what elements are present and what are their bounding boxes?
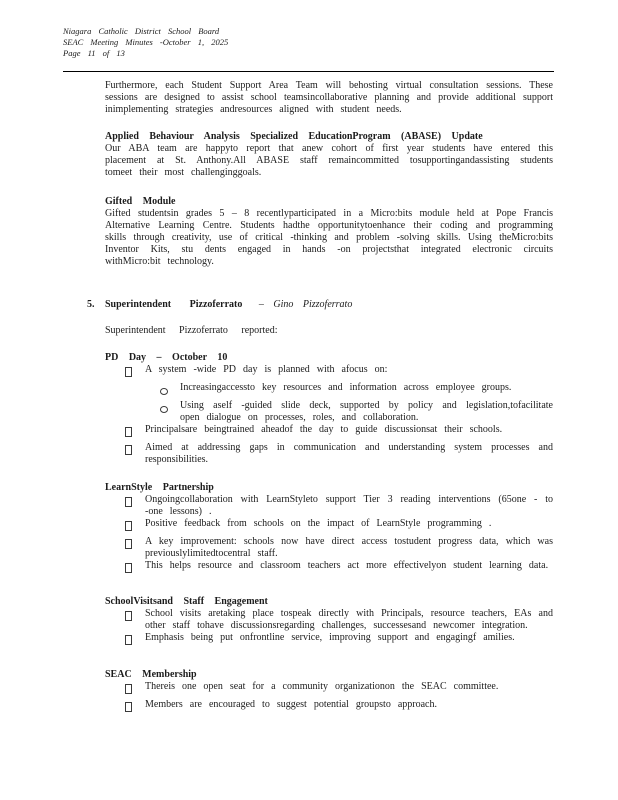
bullet-text: This helps resource and classroom teachers act more effectivelyon student learning data. — [145, 560, 549, 571]
list-subitem — [160, 400, 553, 424]
document-content — [87, 80, 553, 717]
bullet-text: A key improvement: schools now have direct access tostudent progress data, which was previouslylimitedtocentral staff. — [145, 536, 553, 559]
aba-body: Our ABA team are happyto report that anew cohort of first year students have entered this placement at St. Anthony.All ABASE staff remaincommitted tosupportingandassisting students tomeet their most challenginggoals. — [105, 143, 553, 178]
agenda-item-attribution: – Gino Pizzoferrato — [258, 299, 353, 310]
agenda-item-title: Superintendent Pizzoferrato — [105, 299, 243, 310]
bullet-text: Principalsare beingtrained aheadof the day to guide discussionsat their schools. — [145, 424, 503, 435]
page-header — [63, 26, 554, 59]
seac-membership-heading: SEAC Membership — [105, 669, 197, 680]
list-item — [125, 608, 553, 632]
circle-bullet-icon — [160, 406, 168, 413]
list-item — [125, 681, 553, 699]
intro-paragraph: Furthermore, each Student Support Area Team will behosting virtual consultation sessions. These sessions are designed to assist school teamsincollaborative planning and provide additional support inimplementing strategies andresources aligned with student needs. — [105, 80, 553, 115]
bullet-text: A system -wide PD day is planned with afocus on: — [145, 364, 388, 375]
list-item — [125, 364, 553, 382]
bullet-text: Positive feedback from schools on the impact of LearnStyle programming . — [145, 518, 492, 529]
square-bullet-icon — [125, 684, 132, 694]
square-bullet-icon — [125, 445, 132, 455]
agenda-item-number: 5. — [87, 299, 95, 310]
gifted-body: Gifted studentsin grades 5 – 8 recentlyparticipated in a Micro:bits module held at Pope Francis Alternative Learning Centre. Students hadthe opportunitytoenhance their coding and programming skills through creativity, use of critical -thinking and problem -solving skills. Using theMicro:bits Inventor Kits, stu dents engaged in hands -on projectsthat integrated electronic circuits withMicro:bit technology. — [105, 208, 553, 267]
list-item — [125, 699, 553, 717]
pd-day-heading: PD Day – October 10 — [105, 352, 228, 363]
header-minutes-title: SEAC Meeting Minutes -October 1, 2025 — [63, 37, 229, 47]
section-aba-update — [105, 131, 553, 179]
aba-heading: Applied Behaviour Analysis Specialized EducationProgram (ABASE) Update — [105, 131, 483, 142]
square-bullet-icon — [125, 563, 132, 573]
bullet-text: Thereis one open seat for a community organizationon the SEAC committee. — [145, 681, 499, 692]
square-bullet-icon — [125, 635, 132, 645]
square-bullet-icon — [125, 497, 132, 507]
square-bullet-icon — [125, 521, 132, 531]
list-item — [125, 536, 553, 560]
header-page-number: Page 11 of 13 — [63, 48, 125, 58]
list-item — [125, 560, 553, 578]
list-item — [125, 518, 553, 536]
list-item — [125, 424, 553, 442]
learnstyle-heading: LearnStyle Partnership — [105, 482, 214, 493]
bullet-text: Aimed at addressing gaps in communication and understanding system processes and responsibilities. — [145, 442, 553, 465]
section-pd-day — [105, 352, 553, 466]
header-divider — [63, 71, 554, 72]
square-bullet-icon — [125, 539, 132, 549]
school-visits-heading: SchoolVisitsand Staff Engagement — [105, 596, 268, 607]
section-learnstyle — [105, 482, 553, 578]
superintendent-lead-in: Superintendent Pizzoferrato reported: — [105, 325, 278, 336]
bullet-text: Emphasis being put onfrontline service, improving support and engagingf amilies. — [145, 632, 515, 643]
square-bullet-icon — [125, 702, 132, 712]
bullet-text: School visits aretaking place tospeak directly with Principals, resource teachers, EAs and other staff tohave discussionsregarding challenges, successesand newcomer integration. — [145, 608, 553, 631]
bullet-text: Using aself -guided slide deck, supported by policy and legislation,tofacilitate open dialogue on processes, roles, and collaboration. — [180, 400, 553, 423]
circle-bullet-icon — [160, 388, 168, 395]
square-bullet-icon — [125, 611, 132, 621]
square-bullet-icon — [125, 427, 132, 437]
bullet-text: Increasingaccessto key resources and information across employee groups. — [180, 382, 512, 393]
agenda-item-5 — [87, 299, 553, 311]
gifted-heading: Gifted Module — [105, 196, 176, 207]
section-seac-membership — [105, 669, 553, 717]
list-item — [125, 442, 553, 466]
bullet-text: Ongoingcollaboration with LearnStyleto support Tier 3 reading interventions (65one - to -one lessons) . — [145, 494, 553, 517]
section-gifted-module — [105, 196, 553, 268]
square-bullet-icon — [125, 367, 132, 377]
section-school-visits — [105, 596, 553, 650]
list-item — [125, 632, 553, 650]
list-item — [125, 494, 553, 518]
list-subitem — [160, 382, 553, 400]
bullet-text: Members are encouraged to suggest potential groupsto approach. — [145, 699, 437, 710]
header-board-name: Niagara Catholic District School Board — [63, 26, 220, 36]
